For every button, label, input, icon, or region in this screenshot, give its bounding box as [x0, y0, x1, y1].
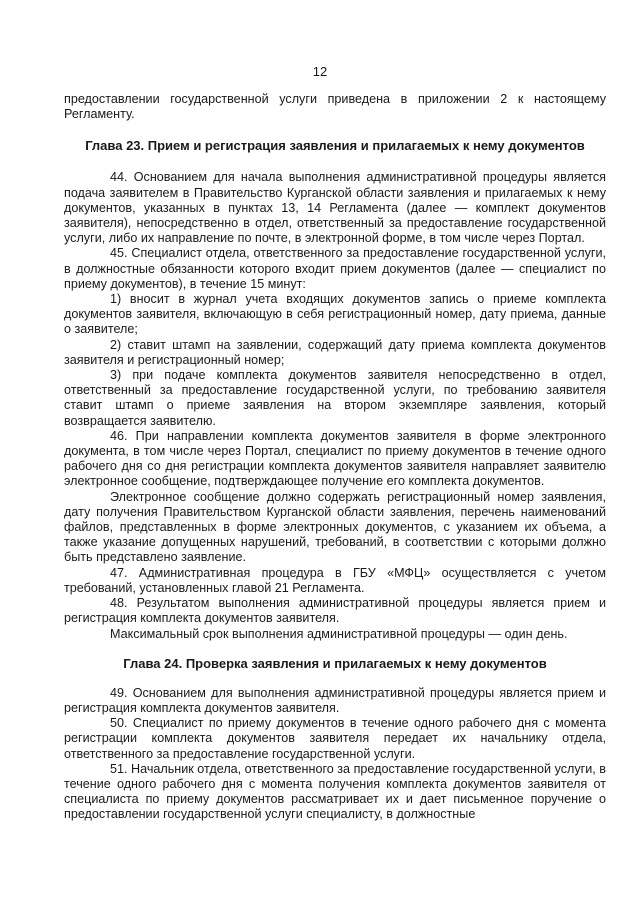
paragraph-51: 51. Начальник отдела, ответственного за предоставление государственной услуги, в течение одного рабочего дня с момента получения комплекта документов заявителя от специалиста по приему документов рассматривает их и дает письменное поручение о предоставлении государственной услуги специалисту, в должностные	[64, 761, 606, 822]
paragraph-45-item-3: 3) при подаче комплекта документов заявителя непосредственно в отдел, ответственный за предоставление государственной услуги, по требованию заявителя ставит штамп о приеме заявления на втором экземпляре заявления, который возвращается заявителю.	[64, 368, 606, 428]
paragraph-46-message: Электронное сообщение должно содержать регистрационный номер заявления, дату получения Правительством Курганской области заявления, перечень наименований файлов, представленных в форме электронных документов, с указанием их объема, а также указание допущенных нарушений, требований, в соответствии с которыми должно быть представлено заявление.	[64, 489, 606, 565]
paragraph-46: 46. При направлении комплекта документов заявителя в форме электронного документа, в том числе через Портал, специалист по приему документов в течение одного рабочего дня со дня регистрации комплекта документов заявителя направляет заявителю электронное сообщение, подтверждающее получение его комплекта документов.	[64, 428, 606, 489]
paragraph-50: 50. Специалист по приему документов в течение одного рабочего дня с момента регистрации комплекта документов заявителя передает их начальнику отдела, ответственного за предоставление государственной услуги.	[64, 716, 606, 761]
chapter-23-title: Глава 23. Прием и регистрация заявления и прилагаемых к нему документов	[85, 138, 585, 154]
chapter-24-title: Глава 24. Проверка заявления и прилагаемых к нему документов	[123, 655, 547, 671]
paragraph-45-item-1: 1) вносит в журнал учета входящих документов запись о приеме комплекта документов заявителя, включающую в себя регистрационный номер, дату приема, данные о заявителе;	[64, 292, 606, 337]
intro-paragraph: предоставлении государственной услуги приведена в приложении 2 к настоящему Регламенту.	[64, 92, 606, 122]
document-body	[64, 92, 606, 823]
paragraph-48-deadline: Максимальный срок выполнения административной процедуры — один день.	[110, 626, 568, 641]
paragraph-48: 48. Результатом выполнения административной процедуры является прием и регистрация комплекта документов заявителя.	[64, 596, 606, 626]
paragraph-47: 47. Административная процедура в ГБУ «МФЦ» осуществляется с учетом требований, установленных главой 21 Регламента.	[64, 565, 606, 595]
paragraph-49: 49. Основанием для выполнения административной процедуры является прием и регистрация комплекта документов заявителя.	[64, 685, 606, 715]
paragraph-45: 45. Специалист отдела, ответственного за предоставление государственной услуги, в должностные обязанности которого входит прием документов (далее — специалист по приему документов), в течение 15 минут:	[64, 246, 606, 291]
paragraph-45-item-2: 2) ставит штамп на заявлении, содержащий дату приема комплекта документов заявителя и регистрационный номер;	[64, 337, 606, 367]
page-number: 12	[312, 64, 328, 79]
paragraph-44: 44. Основанием для начала выполнения административной процедуры является подача заявителем в Правительство Курганской области заявления и прилагаемых к нему документов, указанных в пунктах 13, 14 Регламента (далее — комплект документов заявителя), непосредственно в отдел, ответственный за предоставление государственной услуги, либо их направление по почте, в электронной форме, в том числе через Портал.	[64, 170, 606, 246]
